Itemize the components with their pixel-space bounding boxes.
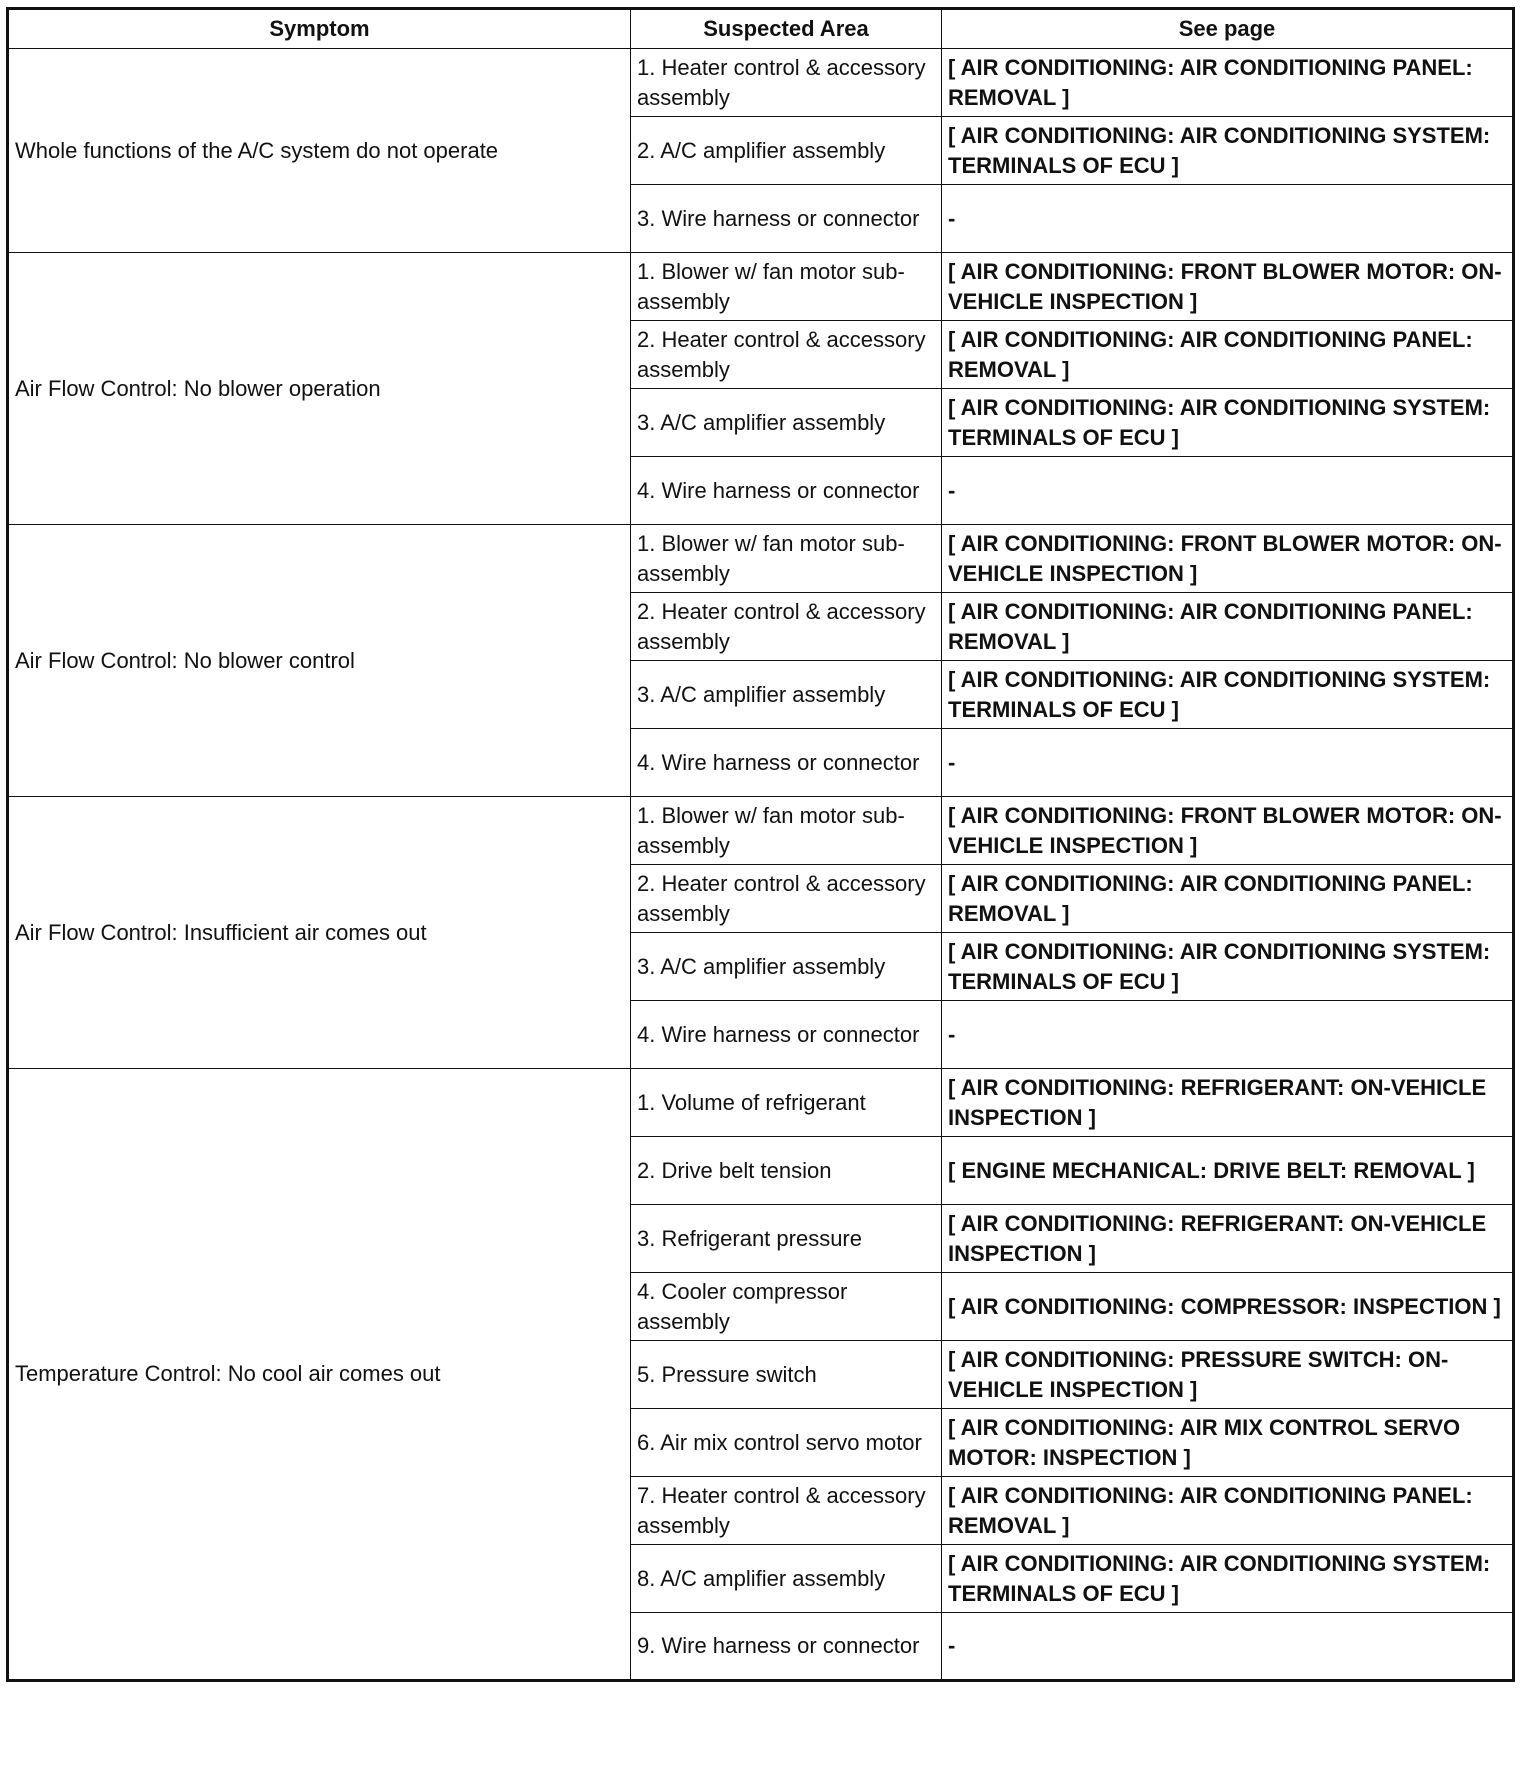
see-page-reference-cell: [ AIR CONDITIONING: FRONT BLOWER MOTOR: ON-VEHICLE INSPECTION ]: [942, 797, 1514, 865]
see-page-reference-cell: [ AIR CONDITIONING: AIR MIX CONTROL SERVO MOTOR: INSPECTION ]: [942, 1409, 1514, 1477]
suspected-area-cell: 4. Wire harness or connector: [631, 729, 942, 797]
suspected-area-cell: 2. Heater control & accessory assembly: [631, 865, 942, 933]
suspected-area-cell: 4. Wire harness or connector: [631, 457, 942, 525]
suspected-area-cell: 8. A/C amplifier assembly: [631, 1545, 942, 1613]
table-row: [8, 797, 1514, 865]
see-page-reference-cell: -: [942, 457, 1514, 525]
troubleshooting-sheet: [6, 7, 1512, 1784]
symptom-cell: Air Flow Control: Insufficient air comes out: [8, 797, 631, 1069]
see-page-reference-cell: [ AIR CONDITIONING: AIR CONDITIONING SYSTEM: TERMINALS OF ECU ]: [942, 1545, 1514, 1613]
see-page-reference-cell: [ AIR CONDITIONING: AIR CONDITIONING SYSTEM: TERMINALS OF ECU ]: [942, 661, 1514, 729]
see-page-reference-cell: [ AIR CONDITIONING: FRONT BLOWER MOTOR: ON-VEHICLE INSPECTION ]: [942, 525, 1514, 593]
see-page-reference-cell: [ AIR CONDITIONING: PRESSURE SWITCH: ON-VEHICLE INSPECTION ]: [942, 1341, 1514, 1409]
header-row: [8, 9, 1514, 49]
header-symptom: Symptom: [8, 9, 631, 49]
problem-symptoms-table: [6, 7, 1515, 1682]
see-page-reference-cell: -: [942, 1001, 1514, 1069]
suspected-area-cell: 2. Heater control & accessory assembly: [631, 321, 942, 389]
table-row: [8, 49, 1514, 117]
see-page-reference-cell: [ AIR CONDITIONING: REFRIGERANT: ON-VEHICLE INSPECTION ]: [942, 1205, 1514, 1273]
see-page-reference-cell: [ AIR CONDITIONING: FRONT BLOWER MOTOR: ON-VEHICLE INSPECTION ]: [942, 253, 1514, 321]
symptom-cell: Air Flow Control: No blower operation: [8, 253, 631, 525]
suspected-area-cell: 3. A/C amplifier assembly: [631, 933, 942, 1001]
see-page-reference-cell: [ AIR CONDITIONING: AIR CONDITIONING PANEL: REMOVAL ]: [942, 321, 1514, 389]
see-page-reference-cell: [ AIR CONDITIONING: COMPRESSOR: INSPECTION ]: [942, 1273, 1514, 1341]
suspected-area-cell: 3. A/C amplifier assembly: [631, 389, 942, 457]
see-page-reference-cell: [ AIR CONDITIONING: AIR CONDITIONING SYSTEM: TERMINALS OF ECU ]: [942, 933, 1514, 1001]
suspected-area-cell: 4. Wire harness or connector: [631, 1001, 942, 1069]
suspected-area-cell: 4. Cooler compressor assembly: [631, 1273, 942, 1341]
suspected-area-cell: 1. Heater control & accessory assembly: [631, 49, 942, 117]
see-page-reference-cell: [ AIR CONDITIONING: AIR CONDITIONING PANEL: REMOVAL ]: [942, 865, 1514, 933]
suspected-area-cell: 3. Wire harness or connector: [631, 185, 942, 253]
suspected-area-cell: 2. Heater control & accessory assembly: [631, 593, 942, 661]
suspected-area-cell: 1. Volume of refrigerant: [631, 1069, 942, 1137]
see-page-reference-cell: -: [942, 1613, 1514, 1681]
see-page-reference-cell: [ AIR CONDITIONING: REFRIGERANT: ON-VEHICLE INSPECTION ]: [942, 1069, 1514, 1137]
see-page-reference-cell: -: [942, 729, 1514, 797]
suspected-area-cell: 1. Blower w/ fan motor sub-assembly: [631, 525, 942, 593]
suspected-area-cell: 2. Drive belt tension: [631, 1137, 942, 1205]
suspected-area-cell: 5. Pressure switch: [631, 1341, 942, 1409]
suspected-area-cell: 3. Refrigerant pressure: [631, 1205, 942, 1273]
suspected-area-cell: 3. A/C amplifier assembly: [631, 661, 942, 729]
header-see-page: See page: [942, 9, 1514, 49]
see-page-reference-cell: [ AIR CONDITIONING: AIR CONDITIONING PANEL: REMOVAL ]: [942, 49, 1514, 117]
see-page-reference-cell: [ AIR CONDITIONING: AIR CONDITIONING PANEL: REMOVAL ]: [942, 593, 1514, 661]
table-row: [8, 525, 1514, 593]
table-row: [8, 1069, 1514, 1137]
see-page-reference-cell: -: [942, 185, 1514, 253]
see-page-reference-cell: [ AIR CONDITIONING: AIR CONDITIONING SYSTEM: TERMINALS OF ECU ]: [942, 389, 1514, 457]
see-page-reference-cell: [ AIR CONDITIONING: AIR CONDITIONING PANEL: REMOVAL ]: [942, 1477, 1514, 1545]
suspected-area-cell: 1. Blower w/ fan motor sub-assembly: [631, 253, 942, 321]
see-page-reference-cell: [ ENGINE MECHANICAL: DRIVE BELT: REMOVAL ]: [942, 1137, 1514, 1205]
suspected-area-cell: 7. Heater control & accessory assembly: [631, 1477, 942, 1545]
symptom-cell: Whole functions of the A/C system do not operate: [8, 49, 631, 253]
table-row: [8, 253, 1514, 321]
suspected-area-cell: 6. Air mix control servo motor: [631, 1409, 942, 1477]
see-page-reference-cell: [ AIR CONDITIONING: AIR CONDITIONING SYSTEM: TERMINALS OF ECU ]: [942, 117, 1514, 185]
table-body: [8, 49, 1514, 1681]
symptom-cell: Air Flow Control: No blower control: [8, 525, 631, 797]
header-suspected-area: Suspected Area: [631, 9, 942, 49]
symptom-cell: Temperature Control: No cool air comes out: [8, 1069, 631, 1681]
suspected-area-cell: 1. Blower w/ fan motor sub-assembly: [631, 797, 942, 865]
suspected-area-cell: 9. Wire harness or connector: [631, 1613, 942, 1681]
suspected-area-cell: 2. A/C amplifier assembly: [631, 117, 942, 185]
